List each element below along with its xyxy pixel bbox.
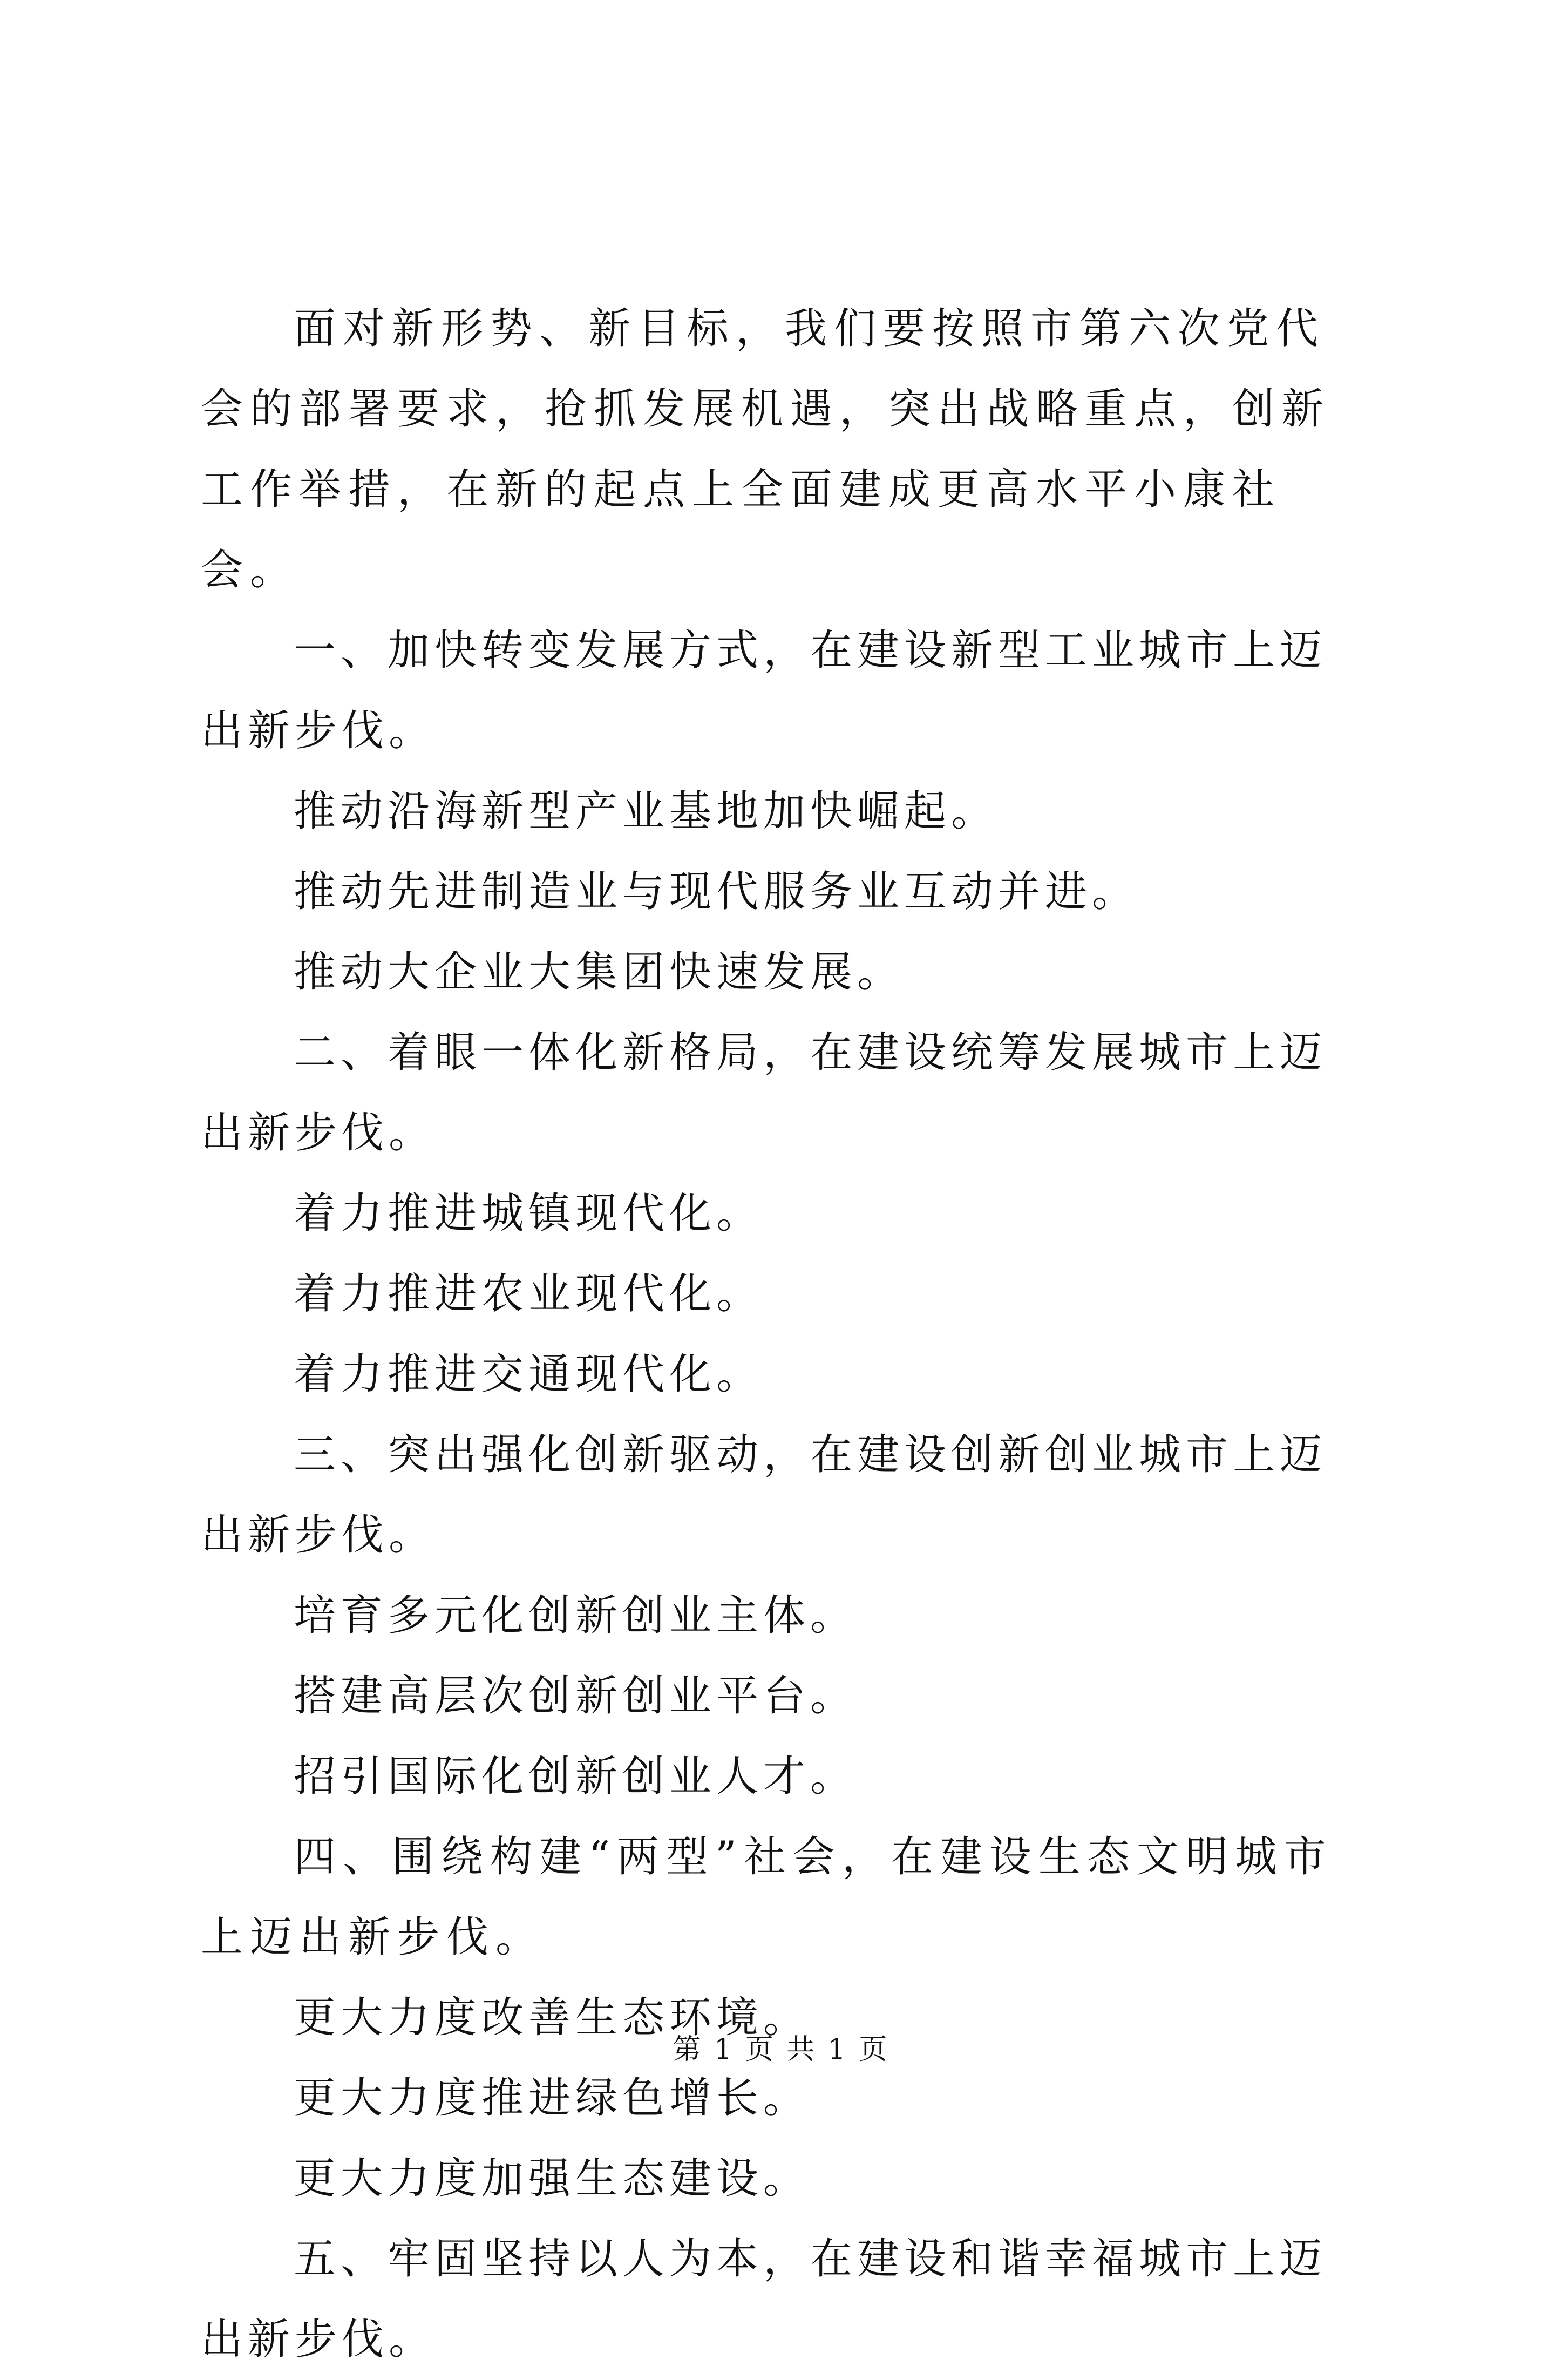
list-item: 推动沿海新型产业基地加快崛起。 [294,787,999,836]
section-heading-5: 五、牢固坚持以人为本，在建设和谐幸福城市上迈出新步伐。 [201,2235,1327,2364]
section-heading-1: 一、加快转变发展方式，在建设新型工业城市上迈出新步伐。 [201,626,1327,755]
list-item: 培育多元化创新创业主体。 [294,1591,858,1640]
page-footer: 第 1 页 共 1 页 [673,2033,889,2066]
intro-paragraph: 面对新形势、新目标，我们要按照市第六次党代会的部署要求，抢抓发展机遇，突出战略重点，创新工作举措，在新的起点上全面建成更高水平小康社会。 [201,304,1331,594]
list-item: 搭建高层次创新创业平台。 [294,1672,858,1720]
list-item: 着力推进交通现代化。 [294,1350,764,1399]
list-item: 推动大企业大集团快速发展。 [294,948,905,996]
section-heading-2: 二、着眼一体化新格局，在建设统筹发展城市上迈出新步伐。 [201,1028,1327,1157]
list-item: 招引国际化创新创业人才。 [294,1752,858,1801]
list-item: 更大力度加强生态建设。 [294,2154,811,2203]
list-item: 推动先进制造业与现代服务业互动并进。 [294,867,1139,916]
list-item: 着力推进农业现代化。 [294,1270,764,1318]
section-heading-4: 四、围绕构建“两型”社会，在建设生态文明城市上迈出新步伐。 [201,1833,1333,1962]
list-item: 着力推进城镇现代化。 [294,1189,764,1238]
list-item: 更大力度推进绿色增长。 [294,2074,811,2123]
list-item: 更大力度改善生态环境。 [294,1993,811,2042]
section-heading-3: 三、突出强化创新驱动，在建设创新创业城市上迈出新步伐。 [201,1430,1327,1559]
